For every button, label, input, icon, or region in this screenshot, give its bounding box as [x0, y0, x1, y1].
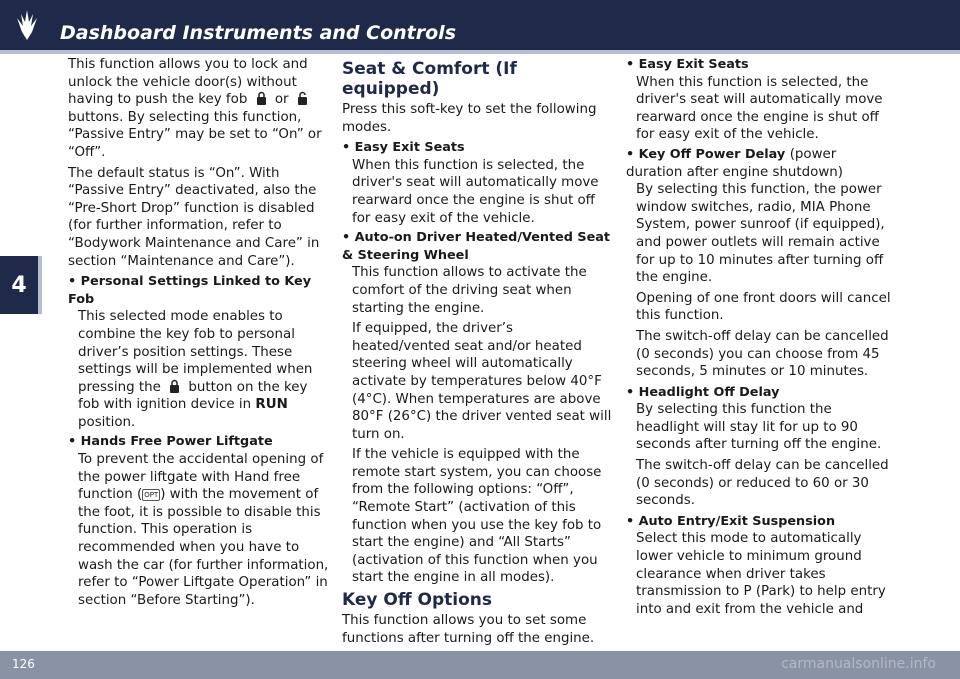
lock-icon — [169, 379, 180, 393]
chapter-tab: 4 — [0, 256, 42, 314]
header-divider — [0, 50, 960, 54]
list-item: • Hands Free Power Liftgate To prevent the accidental opening of the power liftgate with Hand free function ( OPT ) with the movement of the foot, it is possible to disable this function. This operation is recommended when you have to wash the car (for further information, refer to “Power Liftgate Operation” in section “Before Starting”). — [68, 434, 329, 608]
paragraph: This function allows you to set some functions after turning off the engine. — [342, 613, 595, 646]
list-item: • Easy Exit Seats When this function is selected, the driver's seat will automatically move rearward once the engine is shut off for easy exit of the vehicle. — [626, 57, 883, 143]
list-item: • Auto-on Driver Heated/Vented Seat & Steering Wheel This function allows to activate the comfort of the driving seat when starting the engine. If equipped, the driver’s heated/vented seat and/or heated steering wheel will automatically activate by temperatures below 40°F (4°C). When temperatures are above 80°F (26°C) the driver vented seat will turn on. If the vehicle is equipped with the remote start system, you can choose from the following options: “Off”, “Remote Start” (activation of this function when you use the key fob to start the engine) and “All Starts” (activation of this function when you start the engine in all modes). — [342, 230, 612, 586]
column-3 — [626, 56, 896, 620]
paragraph: This function allows you to lock and unlock the vehicle door(s) without having to push the key fob or buttons. By selecting this function, “Passive Entry” may be set to “On” or “Off”. — [68, 57, 322, 160]
header-title: Dashboard Instruments and Controls — [60, 22, 457, 44]
paragraph: The default status is “On”. With “Passive Entry” deactivated, also the “Pre-Short Drop” function is disabled (for further information, refer to “Bodywork Maintenance and Care” in section “Maintenance and Care”). — [68, 165, 320, 269]
page-footer — [0, 651, 960, 679]
column-1 — [68, 56, 330, 611]
list-item: • Key Off Power Delay (power duration after engine shutdown) By selecting this function, the power window switches, radio, MIA Phone System, power sunroof (if equipped), and power outlets will remain active for up to 10 minutes after turning off the engine. Opening of one front doors will cancel this function. The switch-off delay can be cancelled (0 seconds) you can choose from 45 seconds, 5 minutes or 10 minutes. — [626, 146, 891, 380]
list-item: • Headlight Off Delay By selecting this function the headlight will stay lit for up to 90 seconds after turning off the engine. The switch-off delay can be cancelled (0 seconds) or reduced to 60 or 30 seconds. — [626, 384, 889, 509]
opt-icon: OPT — [144, 491, 159, 500]
section-heading: Key Off Options — [342, 590, 493, 611]
unlock-icon — [297, 91, 308, 105]
list-item: • Auto Entry/Exit Suspension Select this mode to automatically lower vehicle to minimum ground clearance when driver takes transmission to P (Park) to help entry into and exit from the vehicle and — [626, 513, 886, 617]
page-header — [0, 0, 960, 50]
section-heading: Seat & Comfort (If equipped) — [342, 59, 517, 99]
page-number: 126 — [12, 657, 35, 671]
list-item: • Personal Settings Linked to Key Fob This selected mode enables to combine the key fob to personal driver’s position settings. These settings will be implemented when pressing the button on the key fob with ignition device in RUN position. — [68, 274, 313, 430]
paragraph: Press this soft-key to set the following modes. — [342, 102, 597, 135]
trident-logo-icon — [12, 8, 42, 42]
lock-icon — [256, 91, 267, 105]
column-2 — [342, 56, 612, 650]
list-item: • Easy Exit Seats When this function is selected, the driver's seat will automatically move rearward once the engine is shut off for easy exit of the vehicle. — [342, 140, 599, 226]
watermark: carmanualsonline.info — [781, 656, 936, 672]
